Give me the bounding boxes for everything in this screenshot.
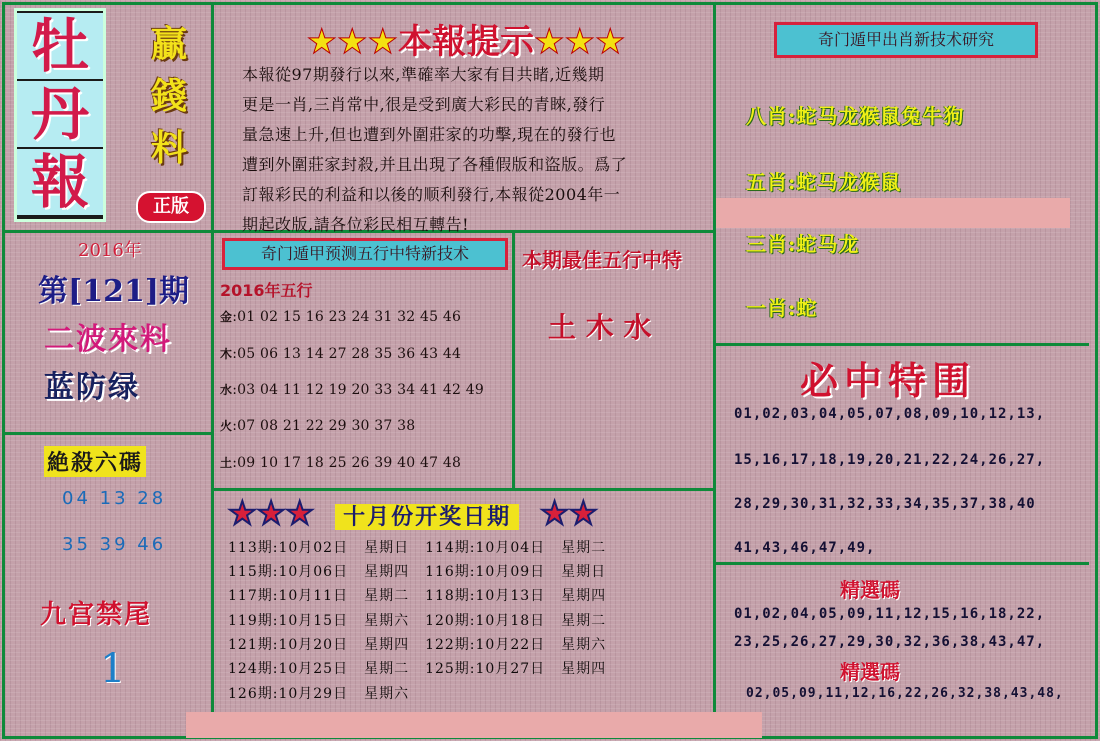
wuxing-row (220, 454, 461, 471)
bottom-band (186, 712, 762, 738)
wuxing-element: 金 (220, 310, 233, 324)
wuxing-element: 木 (220, 347, 233, 361)
best-title: 本期最佳五行中特 (522, 248, 682, 272)
tail-title: 九宫禁尾 (40, 600, 153, 630)
notice-line: 訂報彩民的利益和以後的顺利發行,本報從2004年一 (242, 185, 621, 204)
schedule-row: 115期:10月06日 星期四 116期:10月09日 星期日 (228, 564, 607, 580)
notice-title-text: 本報提示 (398, 22, 534, 62)
special-line: 41,43,46,47,49, (734, 540, 876, 556)
schedule-row: 119期:10月15日 星期六 120期:10月18日 星期二 (228, 613, 607, 629)
schedule-title (228, 494, 688, 534)
logo-char: 牡 (17, 13, 103, 79)
wuxing-row (220, 308, 461, 325)
logo-char: 報 (17, 149, 103, 215)
picks-line: 23,25,26,27,29,30,32,36,38,43,47, (734, 634, 1046, 650)
divider-v3 (512, 232, 515, 490)
notice-line: 更是一肖,三肖常中,很是受到廣大彩民的青睞,發行 (242, 95, 606, 114)
notice-body (242, 60, 706, 240)
picks-line: 02,05,09,11,12,16,22,26,32,38,43,48, (746, 686, 1064, 701)
wuxing-header: 奇门遁甲预测五行中特新技术 (222, 238, 508, 270)
special-line: 28,29,30,31,32,33,34,35,37,38,40 (734, 496, 1036, 512)
zodiac-row: 五肖:蛇马龙猴鼠 (746, 170, 902, 194)
special-line: 15,16,17,18,19,20,21,22,24,26,27, (734, 452, 1046, 468)
picks-line: 01,02,04,05,09,11,12,15,16,18,22, (734, 606, 1046, 622)
slogan-char: 錢 (150, 75, 187, 117)
notice-line: 量急速上升,但也遭到外圍莊家的功擊,現在的發行也 (242, 125, 617, 144)
picks-title: 精選碼 (840, 660, 900, 684)
schedule-title-text: 十月份开奖日期 (335, 504, 519, 530)
kill-row1: 04 13 28 (62, 488, 167, 509)
issue-year: 2016年 (78, 240, 142, 261)
zodiac-row: 八肖:蛇马龙猴鼠兔牛狗 (746, 104, 965, 128)
wuxing-row (220, 417, 415, 434)
divider-h3 (212, 488, 714, 491)
logo (14, 8, 106, 222)
wuxing-nums: :01 02 15 16 23 24 31 32 45 46 (232, 309, 462, 325)
slogan-char: 料 (150, 127, 187, 169)
star-icon: ★★★ (306, 22, 398, 62)
schedule-row: 117期:10月11日 星期二 118期:10月13日 星期四 (228, 588, 607, 604)
issue-line2: 蓝防绿 (44, 370, 140, 405)
star-icon: ★★★ (534, 22, 626, 62)
wuxing-nums: :09 10 17 18 25 26 39 40 47 48 (232, 455, 462, 471)
divider-v2 (713, 2, 716, 714)
divider-h2 (2, 432, 212, 435)
logo-char: 丹 (17, 81, 103, 147)
zodiac-header: 奇门遁甲出肖新技术研究 (774, 22, 1038, 58)
divider-v1 (211, 2, 214, 714)
divider-h4 (714, 343, 1089, 346)
slogan-char: 贏 (150, 23, 187, 65)
tail-value: 1 (100, 646, 126, 692)
kill-row2: 35 39 46 (62, 534, 167, 555)
issue-line1: 二波來料 (44, 322, 172, 357)
wuxing-nums: :07 08 21 22 29 30 37 38 (232, 418, 416, 434)
wuxing-element: 水 (220, 383, 233, 397)
notice-line: 本報從97期發行以來,準確率大家有目共睹,近幾期 (242, 65, 605, 84)
star-icon: ★★★ (228, 494, 315, 532)
wuxing-year-title: 2016年五行 (220, 281, 313, 300)
zodiac-row: 三肖:蛇马龙 (746, 232, 860, 256)
best-value: 土 木 水 (548, 311, 652, 344)
schedule-row: 121期:10月20日 星期四 122期:10月22日 星期六 (228, 637, 607, 653)
special-title: 必中特围 (800, 358, 977, 403)
issue-number: 第[121]期 (38, 274, 190, 309)
notice-line: 遭到外圍莊家封殺,并且出現了各種假版和盜版。爲了 (242, 155, 628, 174)
schedule-row: 126期:10月29日 星期六 (228, 686, 410, 702)
notice-line: 期起改版,請各位彩民相互轉告! (242, 215, 470, 234)
genuine-badge: 正版 (136, 191, 206, 223)
zodiac-row: 一肖:蛇 (746, 296, 818, 320)
zodiac-band (716, 198, 1070, 228)
special-line: 01,02,03,04,05,07,08,09,10,12,13, (734, 406, 1046, 422)
wuxing-element: 土 (220, 456, 233, 470)
star-icon: ★★ (540, 494, 598, 532)
notice-title (306, 14, 626, 60)
wuxing-row (220, 381, 484, 398)
kill-title: 絶殺六碼 (44, 446, 146, 477)
slogan (148, 18, 190, 174)
schedule-row: 113期:10月02日 星期日 114期:10月04日 星期二 (228, 540, 607, 556)
wuxing-element: 火 (220, 419, 233, 433)
schedule-row: 124期:10月25日 星期二 125期:10月27日 星期四 (228, 661, 607, 677)
wuxing-nums: :03 04 11 12 19 20 33 34 41 42 49 (232, 382, 484, 398)
divider-h5 (714, 562, 1089, 565)
wuxing-nums: :05 06 13 14 27 28 35 36 43 44 (232, 346, 462, 362)
picks-title: 精選碼 (840, 578, 900, 602)
wuxing-row (220, 345, 461, 362)
